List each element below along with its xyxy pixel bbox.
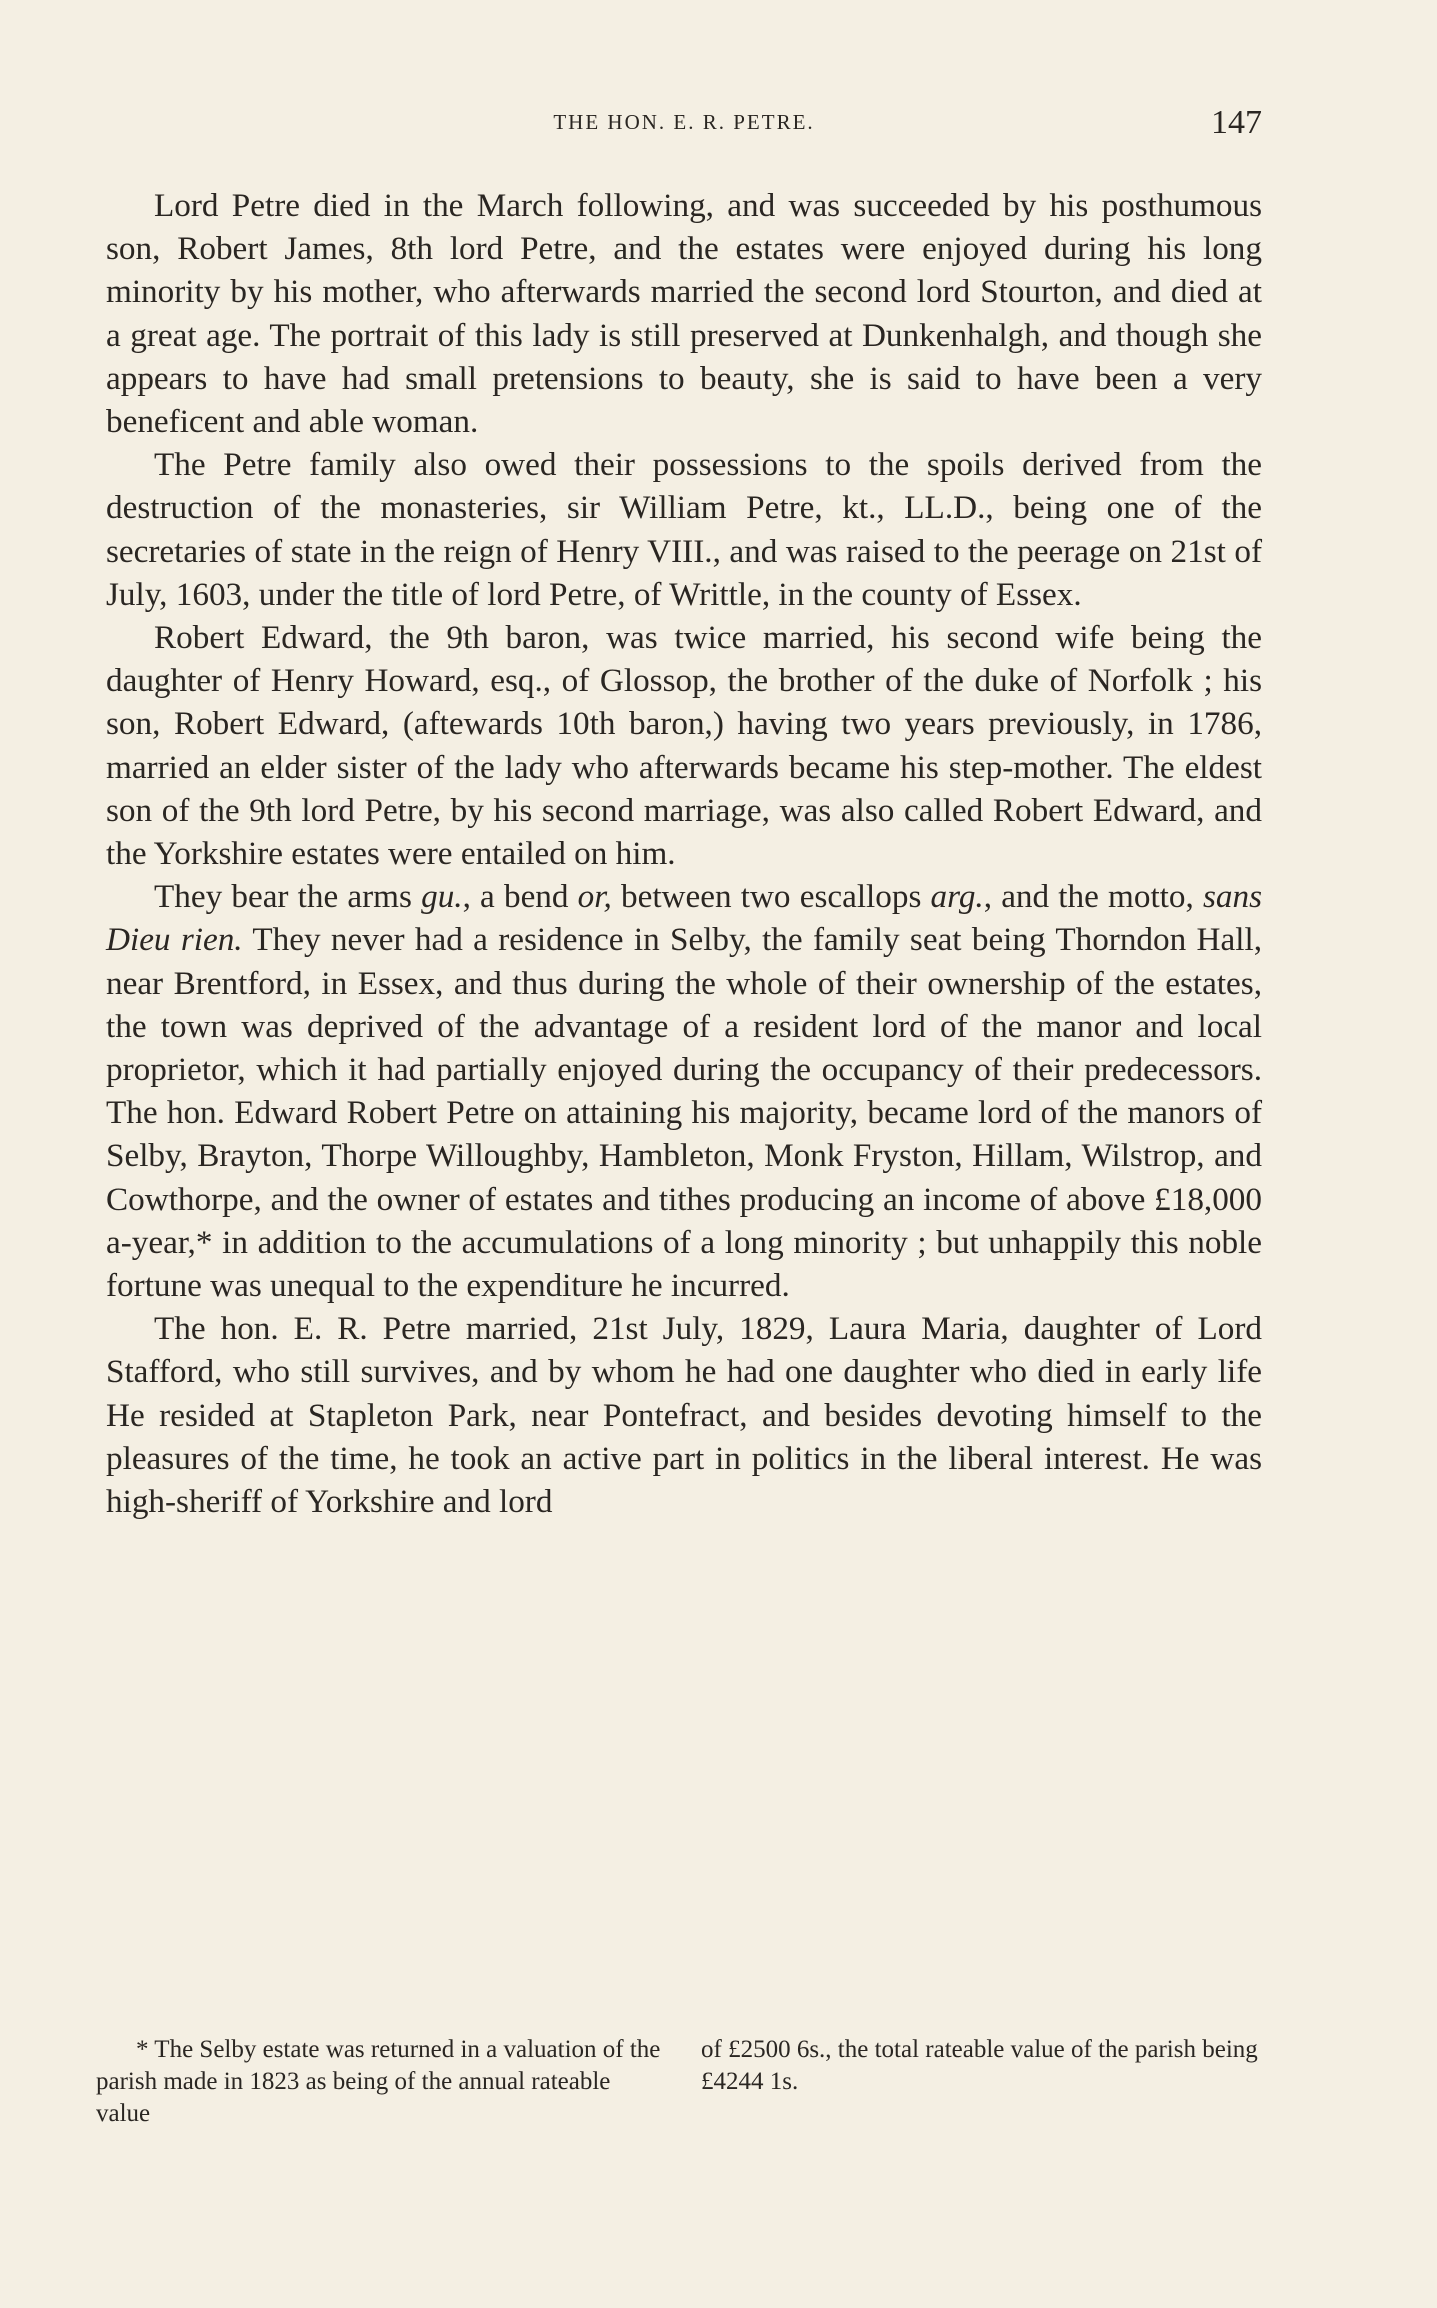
paragraph-ninth-baron: Robert Edward, the 9th baron, was twice married, his second wife being the daughter of Henry Howard, esq., of Glossop, the brother of the duke of Norfolk ; his son, Robert Edward, (aftewards 10th baron,) having two years previously, in 1786, married an elder sister of the lady who afterwards became his step-mother. The eldest son of the 9th lord Petre, by his second marriage, was also called Robert Edward, and the Yorkshire estates were entailed on him. xyxy=(106,619,1262,873)
running-head xyxy=(106,104,1262,144)
page-number: 147 xyxy=(1211,104,1262,141)
body-text xyxy=(106,184,1262,1523)
footnote xyxy=(96,2034,1266,2130)
running-title: THE HON. E. R. PETRE. xyxy=(553,110,815,134)
paragraph-petre-family-origin: The Petre family also owed their possessions to the spoils derived from the destruction of the monasteries, sir William Petre, kt., LL.D., being one of the secretaries of state in the reign of Henry VIII., and was raised to the peerage on 21st of July, 1603, under the title of lord Petre, of Writtle, in the county of Essex. xyxy=(106,446,1262,613)
footnote-left-column: * The Selby estate was returned in a valuation of the parish made in 1823 as being of the annual rateable value xyxy=(96,2036,661,2127)
paragraph-marriage-and-politics: The hon. E. R. Petre married, 21st July, 1829, Laura Maria, daughter of Lord Stafford, who still survives, and by whom he had one daughter who died in early life He resided at Stapleton Park, near Pontefract, and besides devoting himself to the pleasures of the time, he took an active part in politics in the liberal interest. He was high-sheriff of Yorkshire and lord xyxy=(106,1310,1262,1521)
paragraph-arms-and-estates: They bear the arms gu., a bend or, between two escallops arg., and the motto, sans Dieu rien. They never had a residence in Selby, the family seat being Thorndon Hall, near Brentford, in Essex, and thus during the whole of their ownership of the estates, the town was deprived of the advantage of a resident lord of the manor and local proprietor, which it had partially enjoyed during the occupancy of their predecessors. The hon. Edward Robert Petre on attaining his majority, became lord of the manors of Selby, Brayton, Thorpe Willoughby, Hambleton, Monk Fryston, Hillam, Wilstrop, and Cowthorpe, and the owner of estates and tithes producing an income of above £18,000 a-year,* in addition to the accumulations of a long minority ; but unhappily this noble fortune was unequal to the expenditure he incurred. xyxy=(106,878,1262,1305)
footnote-right-column: of £2500 6s., the total rateable value of the parish being £4244 1s. xyxy=(701,2036,1258,2095)
paragraph-petre-succession: Lord Petre died in the March following, and was succeeded by his posthumous son, Robert James, 8th lord Petre, and the estates were enjoyed during his long minority by his mother, who afterwards married the second lord Stourton, and died at a great age. The portrait of this lady is still preserved at Dunkenhalgh, and though she appears to have had small pretensions to beauty, she is said to have been a very beneficent and able woman. xyxy=(106,187,1262,441)
